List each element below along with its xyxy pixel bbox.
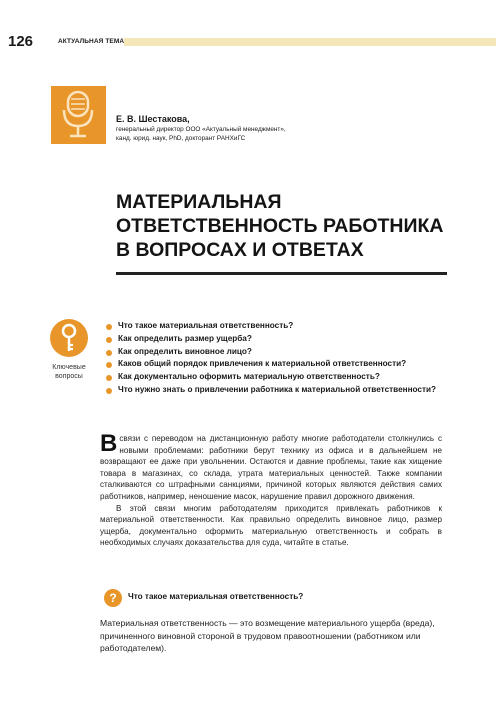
title-line: ОТВЕТСТВЕННОСТЬ РАБОТНИКА bbox=[116, 215, 444, 237]
author-role-line: генеральный директор ООО «Актуальный менеджмент», bbox=[116, 126, 286, 133]
list-item-text: Каков общий порядок привлечения к материальной ответственности? bbox=[118, 359, 407, 369]
key-icon bbox=[50, 319, 88, 357]
author-name: Е. В. Шестакова, bbox=[116, 114, 190, 124]
title-divider bbox=[116, 272, 447, 275]
intro-text bbox=[100, 430, 442, 549]
intro-paragraph-2: В этой связи многим работодателям приходится привлекать работников к материальной ответственности. Как правильно определить виновное лицо, размер ущерба, документально оформить материальную ответственность и собрать в необходимых случаях доказательства для суда, читайте в статье. bbox=[100, 503, 442, 548]
header-bar bbox=[124, 38, 496, 46]
question-icon: ? bbox=[104, 589, 122, 607]
bullet-icon bbox=[106, 350, 112, 356]
drop-cap: В bbox=[100, 430, 118, 457]
list-item-text: Как определить виновное лицо? bbox=[118, 346, 252, 356]
author-photo bbox=[51, 86, 106, 144]
bullet-icon bbox=[106, 388, 112, 394]
caption-line: Ключевые bbox=[52, 364, 86, 371]
microphone-icon bbox=[51, 86, 106, 144]
list-item bbox=[106, 333, 441, 346]
author-role-line: канд. юрид. наук, PhD, докторант РАНХиГС bbox=[116, 134, 246, 142]
key-questions-caption bbox=[40, 363, 98, 381]
title-line: В ВОПРОСАХ И ОТВЕТАХ bbox=[116, 239, 364, 261]
list-item bbox=[106, 358, 441, 371]
caption-line: вопросы bbox=[55, 373, 83, 380]
list-item bbox=[106, 371, 441, 384]
section-heading: Что такое материальная ответственность? bbox=[128, 592, 304, 601]
paragraph-text: связи с переводом на дистанционную работу многие работодатели столкнулись с новыми проблемами: работники берут технику из офиса и в дальнейшем не возвращают ее даже при увольнении. Остаются и давние проблемы, такие как хищение товара в магазинах, со склада, утрата материальных ценностей. Также компании сталкиваются со штрафными санкциями, причиной которых являются действия самих работников, например, неношение масок, нарушение правил дорожного движения. bbox=[100, 434, 442, 501]
bullet-icon bbox=[106, 324, 112, 330]
key-questions-list bbox=[106, 320, 441, 397]
bullet-icon bbox=[106, 337, 112, 343]
page-number: 126 bbox=[8, 33, 34, 50]
bullet-icon bbox=[106, 362, 112, 368]
list-item-text: Как документально оформить материальную ответственность? bbox=[118, 372, 380, 382]
list-item bbox=[106, 346, 441, 359]
list-item-text: Что такое материальная ответственность? bbox=[118, 321, 294, 330]
list-item bbox=[106, 320, 441, 333]
list-item-text: Как определить размер ущерба? bbox=[118, 333, 252, 343]
intro-paragraph bbox=[100, 430, 442, 503]
section-label: АКТУАЛЬНАЯ ТЕМА bbox=[58, 38, 125, 45]
title-line: МАТЕРИАЛЬНАЯ bbox=[116, 191, 282, 213]
bullet-icon bbox=[106, 375, 112, 381]
list-item-text: Что нужно знать о привлечении работника к материальной ответственности? bbox=[118, 384, 436, 394]
list-item bbox=[106, 384, 441, 397]
article-title bbox=[116, 190, 446, 262]
answer-text: Материальная ответственность — это возмещение материального ущерба (вреда), причиненного виновной стороной в трудовом правоотношении (работником или работодателем). bbox=[100, 618, 435, 653]
author-role bbox=[116, 126, 316, 143]
